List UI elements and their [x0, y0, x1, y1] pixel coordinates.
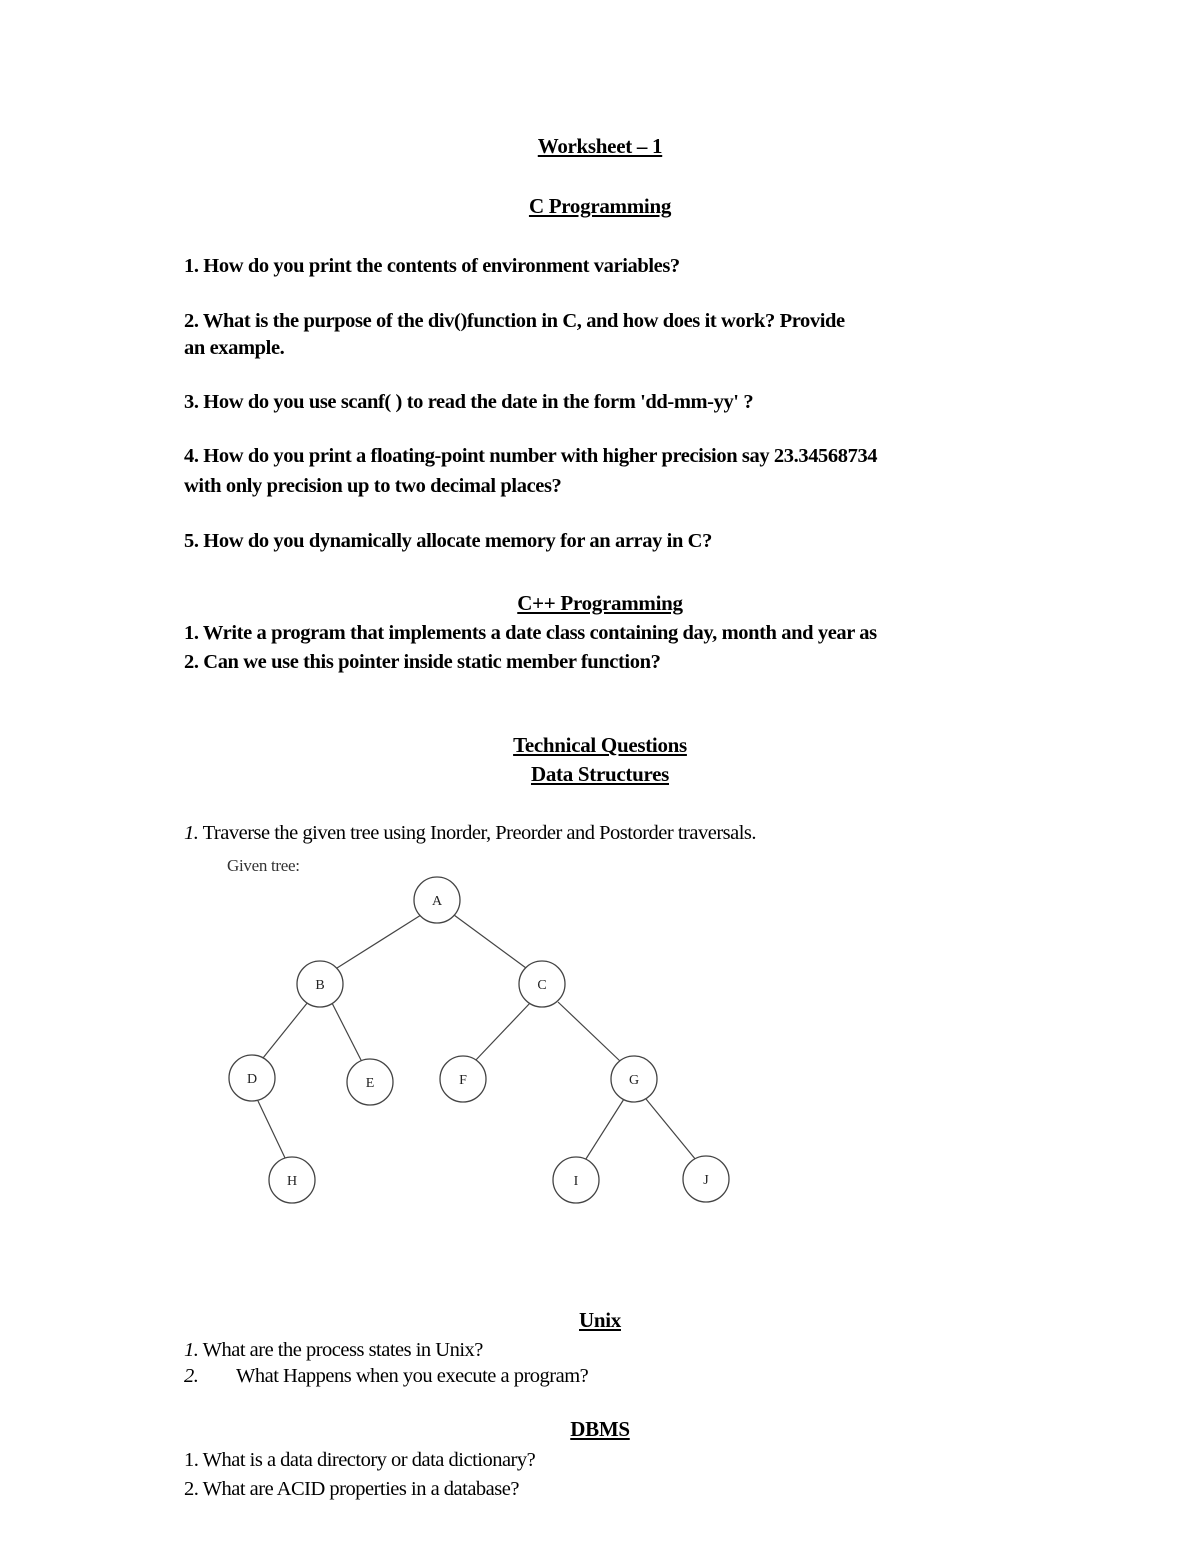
edge-b-d: [263, 1002, 308, 1058]
node-c-label: C: [537, 978, 547, 993]
edge-d-h: [258, 1101, 286, 1160]
ds-question-1-number: 1.: [184, 822, 199, 844]
c-question-2: 2. What is the purpose of the div()function in C, and how does it work? Provide: [184, 310, 845, 332]
node-d-label: D: [246, 1072, 258, 1087]
ds-question-1-text: Traverse the given tree using Inorder, Preorder and Postorder traversals.: [198, 822, 757, 844]
unix-question-2: [184, 1363, 588, 1390]
tree-node-labels: [247, 894, 709, 1189]
node-j-label: J: [703, 1173, 709, 1188]
node-e-label: E: [365, 1076, 375, 1091]
c-question-5: 5. How do you dynamically allocate memory for an array in C?: [184, 530, 712, 552]
cpp-question-1: 1. Write a program that implements a date class containing day, month and year as: [184, 622, 877, 644]
edge-a-b: [337, 915, 421, 968]
node-i-label: I: [573, 1174, 579, 1189]
edge-c-g: [558, 1002, 621, 1062]
c-section-title: C Programming: [528, 194, 672, 218]
worksheet-title: Worksheet – 1: [537, 134, 663, 158]
edge-c-f: [474, 1002, 531, 1062]
dbms-title: DBMS: [570, 1417, 630, 1441]
c-question-2-cont: an example.: [184, 337, 285, 359]
cpp-question-2: 2. Can we use this pointer inside static member function?: [184, 651, 661, 673]
tree-caption: Given tree:: [227, 856, 300, 875]
c-question-4-cont: with only precision up to two decimal places?: [184, 475, 562, 497]
unix-title: Unix: [579, 1308, 621, 1332]
unix-question-2-text: What Happens when you execute a program?: [236, 1365, 589, 1387]
dbms-question-1: 1. What is a data directory or data dictionary?: [184, 1449, 536, 1471]
edge-g-j: [646, 1099, 696, 1160]
unix-question-1: [184, 1337, 483, 1364]
dbms-question-2: 2. What are ACID properties in a database?: [184, 1478, 519, 1500]
technical-title: Technical Questions: [513, 733, 687, 757]
c-question-3: 3. How do you use scanf( ) to read the date in the form 'dd-mm-yy' ?: [184, 391, 754, 413]
data-structures-title: Data Structures: [530, 762, 669, 786]
node-a-label: A: [431, 894, 443, 909]
unix-question-2-number: 2.: [184, 1365, 199, 1387]
unix-question-1-number: 1.: [184, 1339, 199, 1361]
unix-question-1-text: What are the process states in Unix?: [198, 1339, 483, 1361]
edge-a-c: [454, 915, 526, 968]
c-question-1: 1. How do you print the contents of environment variables?: [184, 255, 680, 277]
c-question-4: 4. How do you print a floating-point number with higher precision say 23.34568734: [184, 445, 878, 467]
node-h-label: H: [286, 1174, 298, 1189]
cpp-section-title: C++ Programming: [517, 591, 683, 615]
edge-b-e: [332, 1003, 362, 1062]
tree-edges: [258, 915, 696, 1162]
edge-g-i: [584, 1099, 624, 1162]
node-f-label: F: [459, 1073, 467, 1088]
tree-node-circles: [229, 877, 729, 1203]
node-b-label: B: [315, 978, 325, 993]
node-g-label: G: [628, 1073, 640, 1088]
